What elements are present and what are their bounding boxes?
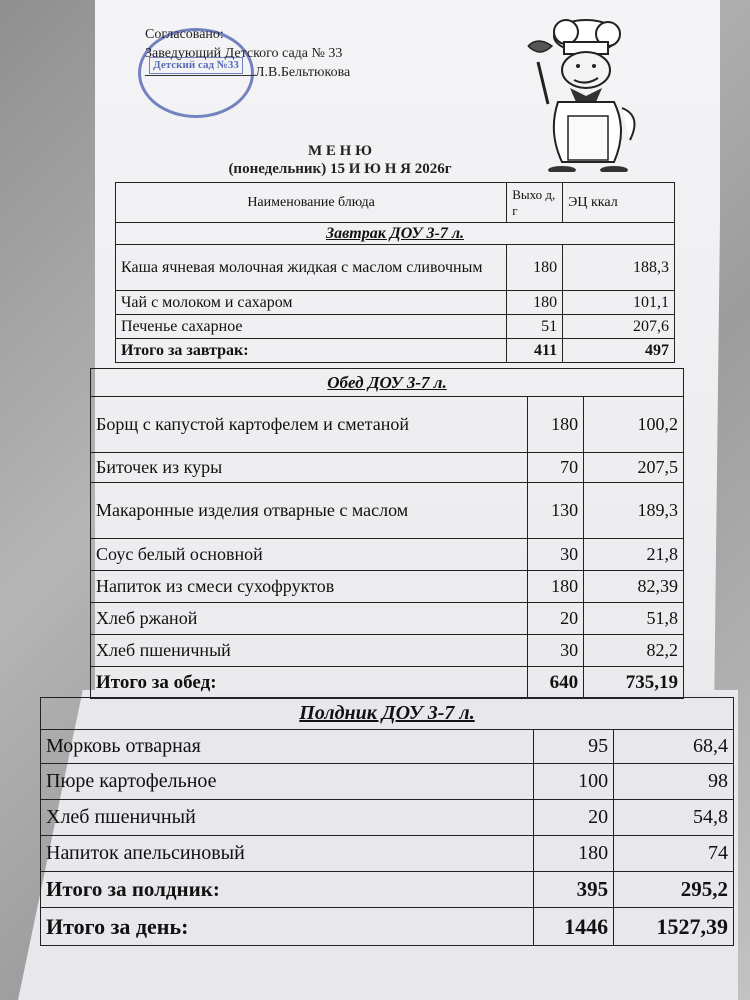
total-label: Итого за обед: xyxy=(91,667,528,699)
dish-yield: 180 xyxy=(507,291,563,315)
menu-title xyxy=(170,142,510,178)
dish-yield: 180 xyxy=(528,571,584,603)
dish-name: Хлеб пшеничный xyxy=(91,635,528,667)
dish-yield: 180 xyxy=(534,836,614,872)
table-row xyxy=(116,245,675,291)
dish-kcal: 82,39 xyxy=(584,571,684,603)
total-kcal: 735,19 xyxy=(584,667,684,699)
table-row xyxy=(41,764,734,800)
breakfast-title: Завтрак ДОУ 3-7 л. xyxy=(116,223,675,245)
snack-table xyxy=(40,697,734,946)
lunch-table xyxy=(90,368,684,699)
table-row xyxy=(91,635,684,667)
total-row xyxy=(41,872,734,908)
table-row xyxy=(91,453,684,483)
dish-yield: 30 xyxy=(528,635,584,667)
dish-yield: 95 xyxy=(534,730,614,764)
dish-kcal: 188,3 xyxy=(563,245,675,291)
total-row xyxy=(116,339,675,363)
table-row xyxy=(41,800,734,836)
breakfast-table xyxy=(115,182,675,363)
menu-date: (понедельник) 15 И Ю Н Я 2026г xyxy=(228,161,452,177)
dish-kcal: 82,2 xyxy=(584,635,684,667)
table-row xyxy=(91,539,684,571)
section-row xyxy=(91,369,684,397)
dish-yield: 180 xyxy=(528,397,584,453)
dish-yield: 100 xyxy=(534,764,614,800)
total-yield: 411 xyxy=(507,339,563,363)
dish-kcal: 189,3 xyxy=(584,483,684,539)
day-total-yield: 1446 xyxy=(534,908,614,946)
day-total-row xyxy=(41,908,734,946)
approval-block xyxy=(145,25,350,82)
header-kcal: ЭЦ ккал xyxy=(563,183,675,223)
menu-heading: М Е Н Ю xyxy=(308,143,372,159)
total-yield: 395 xyxy=(534,872,614,908)
dish-yield: 70 xyxy=(528,453,584,483)
dish-name: Морковь отварная xyxy=(41,730,534,764)
dish-yield: 30 xyxy=(528,539,584,571)
total-label: Итого за полдник: xyxy=(41,872,534,908)
table-row xyxy=(41,730,734,764)
chef-icon xyxy=(518,12,668,172)
table-row xyxy=(91,571,684,603)
dish-kcal: 51,8 xyxy=(584,603,684,635)
dish-name: Хлеб пшеничный xyxy=(41,800,534,836)
dish-yield: 51 xyxy=(507,315,563,339)
dish-name: Соус белый основной xyxy=(91,539,528,571)
dish-name: Чай с молоком и сахаром xyxy=(116,291,507,315)
dish-name: Макаронные изделия отварные с маслом xyxy=(91,483,528,539)
day-total-kcal: 1527,39 xyxy=(614,908,734,946)
lunch-title: Обед ДОУ 3-7 л. xyxy=(91,369,684,397)
header-dish-name: Наименование блюда xyxy=(116,183,507,223)
total-kcal: 295,2 xyxy=(614,872,734,908)
dish-kcal: 21,8 xyxy=(584,539,684,571)
dish-kcal: 101,1 xyxy=(563,291,675,315)
section-row xyxy=(116,223,675,245)
total-label: Итого за завтрак: xyxy=(116,339,507,363)
dish-name: Борщ с капустой картофелем и сметаной xyxy=(91,397,528,453)
dish-kcal: 207,6 xyxy=(563,315,675,339)
table-row xyxy=(116,291,675,315)
table-header-row xyxy=(116,183,675,223)
approval-line-2: Заведующий Детского сада № 33 xyxy=(145,46,343,61)
dish-kcal: 54,8 xyxy=(614,800,734,836)
kindergarten-stamp: Детский сад №33 xyxy=(138,28,254,118)
dish-kcal: 98 xyxy=(614,764,734,800)
dish-kcal: 207,5 xyxy=(584,453,684,483)
total-kcal: 497 xyxy=(563,339,675,363)
section-row xyxy=(41,698,734,730)
header-yield: Выхо д, г xyxy=(507,183,563,223)
dish-kcal: 74 xyxy=(614,836,734,872)
table-row xyxy=(116,315,675,339)
dish-name: Биточек из куры xyxy=(91,453,528,483)
dish-name: Пюре картофельное xyxy=(41,764,534,800)
dish-yield: 130 xyxy=(528,483,584,539)
dish-kcal: 100,2 xyxy=(584,397,684,453)
dish-name: Печенье сахарное xyxy=(116,315,507,339)
table-row xyxy=(91,483,684,539)
dish-name: Напиток апельсиновый xyxy=(41,836,534,872)
dish-name: Каша ячневая молочная жидкая с маслом сливочным xyxy=(116,245,507,291)
total-yield: 640 xyxy=(528,667,584,699)
day-total-label: Итого за день: xyxy=(41,908,534,946)
table-row xyxy=(91,603,684,635)
dish-yield: 180 xyxy=(507,245,563,291)
dish-yield: 20 xyxy=(528,603,584,635)
dish-yield: 20 xyxy=(534,800,614,836)
approval-signature: Л.В.Бельтюкова xyxy=(145,63,350,82)
snack-title: Полдник ДОУ 3-7 л. xyxy=(41,698,734,730)
dish-kcal: 68,4 xyxy=(614,730,734,764)
table-row xyxy=(91,397,684,453)
dish-name: Хлеб ржаной xyxy=(91,603,528,635)
table-row xyxy=(41,836,734,872)
approval-line-1: Согласовано: xyxy=(145,27,224,42)
total-row xyxy=(91,667,684,699)
dish-name: Напиток из смеси сухофруктов xyxy=(91,571,528,603)
